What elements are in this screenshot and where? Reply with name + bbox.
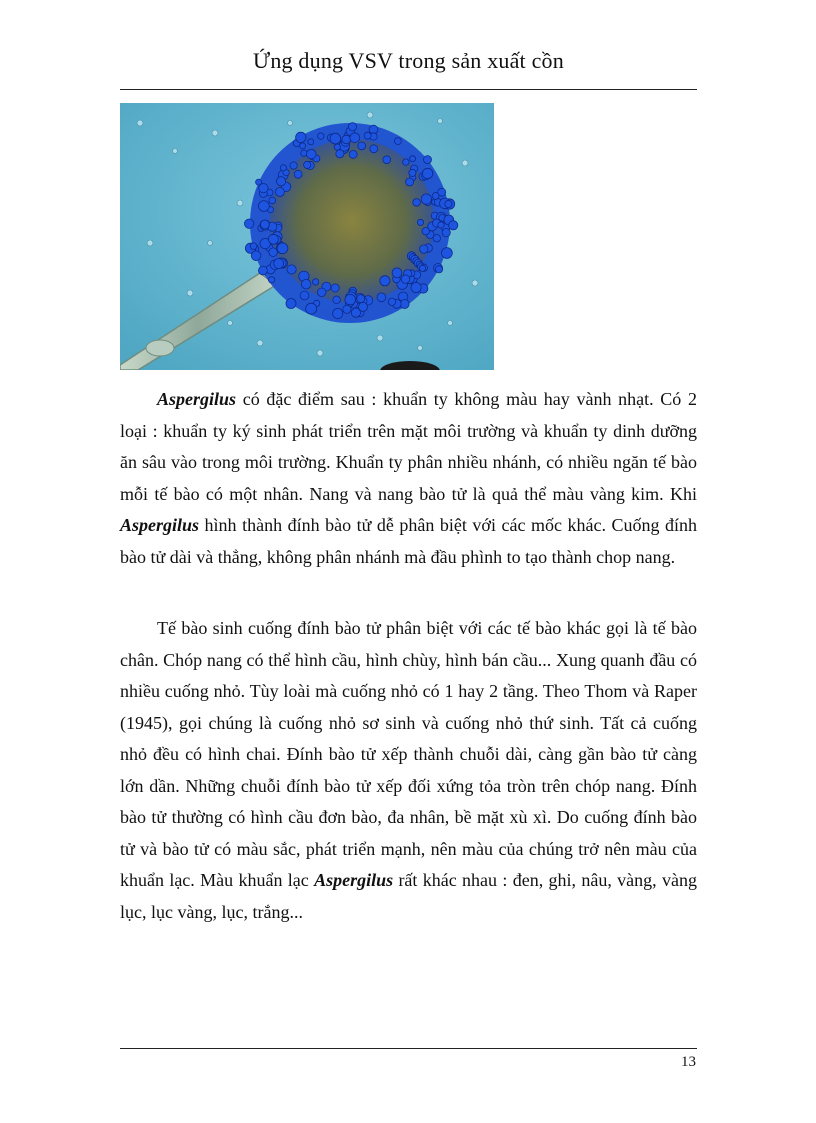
spore-dot (259, 266, 268, 275)
spore-dot (395, 138, 402, 145)
spore-dot (380, 276, 390, 286)
spore-dot (403, 159, 409, 165)
spore-dot (406, 178, 414, 186)
spore-dot (312, 279, 318, 285)
spore-dot (401, 275, 410, 284)
spore-dot (413, 199, 421, 207)
spore-dot (280, 165, 286, 171)
spore-dot (286, 299, 296, 309)
spore-dot (250, 243, 257, 250)
micrograph-drawing (120, 103, 494, 370)
spore-dot (294, 170, 302, 178)
spore-dot (433, 235, 440, 242)
spore-dot (421, 194, 431, 204)
spore-dot (300, 291, 309, 300)
page-number: 13 (681, 1054, 696, 1070)
spore-dot (442, 248, 453, 259)
spore-dot (274, 259, 284, 269)
spore-dot (411, 283, 421, 293)
spore-dot (306, 303, 317, 314)
spore-dot (350, 133, 360, 143)
spore-dot (334, 144, 340, 150)
paragraph-2-text-a: Tế bào sinh cuống đính bào tử phân biệt với các tế bào khác gọi là tế bào chân. Chóp nang có thể hình cầu, hình chùy, hình bán cầu... Xung quanh đầu có nhiều cuống nhỏ. Tùy loài mà cuống nhỏ có 1 hay 2 tầng. Theo Thom và Raper (1945), gọi chúng là cuống nhỏ sơ sinh và cuống nhỏ thứ sinh. Tất cả cuống nhỏ đều có hình chai. Đính bào tử xếp thành chuỗi dài, càng gần bào tử càng lớn dần. Những chuỗi đính bào tử xếp đối xứng tỏa tròn trên chóp nang. Đính bào tử thường có hình cầu đơn bào, đa nhân, bề mặt xù xì. Do cuống đính bào tử và bào tử có màu sắc, phát triển mạnh, nên màu của chúng trở nên màu của khuẩn lạc. Màu khuẩn lạc (120, 618, 697, 890)
spore-dot (417, 219, 423, 225)
spore-dot (318, 133, 324, 139)
paragraph-2-text-b: rất khác nhau : đen, ghi, nâu, vàng, vàng lục, lục vàng, lục, trắng... (120, 870, 697, 922)
spore-dot (317, 288, 326, 297)
spore-dot (251, 251, 261, 261)
spore-dot (268, 234, 278, 244)
italic-term: Aspergilus (157, 389, 237, 409)
spore-dot (445, 200, 452, 207)
spore-dot (333, 296, 341, 304)
spore-dot (277, 177, 286, 186)
spore-dot (259, 184, 268, 193)
spore-dot (300, 143, 306, 149)
paragraph-2 (120, 613, 697, 928)
spore-dot (330, 133, 341, 144)
italic-term: Aspergilus (120, 515, 200, 535)
spore-dot (422, 168, 432, 178)
paragraph-1-text-b: hình thành đính bào tử dễ phân biệt với các mốc khác. Cuống đính bào tử dài và thẳng, không phân nhánh mà đầu phình to tạo thành chop nang. (120, 515, 697, 567)
spore-dot (420, 245, 428, 253)
spore-dot (296, 132, 306, 142)
spore-dot (442, 229, 450, 237)
spore-dot (409, 169, 416, 176)
spore-dot (333, 308, 343, 318)
spore-dot (349, 150, 357, 158)
spore-dot (388, 298, 395, 305)
spore-dot (449, 221, 458, 230)
spore-dot (424, 156, 432, 164)
footer-rule (120, 1048, 697, 1049)
spore-dot (410, 156, 416, 162)
spore-dot (343, 305, 351, 313)
spore-dot (304, 161, 311, 168)
spore-dot (348, 123, 356, 131)
spore-dot (364, 132, 371, 139)
spore-dot (432, 193, 439, 200)
spore-dot (392, 268, 402, 278)
spore-dot (277, 243, 288, 254)
spore-dot (336, 150, 344, 158)
spore-dot (358, 142, 366, 150)
header-rule (120, 89, 697, 90)
page-header-title: Ứng dụng VSV trong sản xuất cồn (253, 48, 564, 73)
spore-dot (290, 162, 297, 169)
spore-dot (357, 295, 365, 303)
spore-dot (422, 228, 429, 235)
spore-dot (419, 265, 425, 271)
spore-dot (301, 279, 311, 289)
spore-dot (359, 302, 368, 311)
spore-dot (377, 293, 386, 302)
paragraph-1-text-a: có đặc điểm sau : khuẩn ty không màu hay vành nhạt. Có 2 loại : khuẩn ty ký sinh phát triển trên mặt môi trường và khuẩn ty dinh dưỡng ăn sâu vào trong môi trường. Khuẩn ty phân nhiều nhánh, có nhiều ngăn tế bào mỗi tế bào có một nhân. Nang và nang bào tử là quả thể màu vàng kim. Khi (120, 389, 697, 504)
spore-dot (269, 197, 276, 204)
spore-dot (370, 145, 378, 153)
spore-dot (245, 219, 254, 228)
spore-dot (435, 266, 442, 273)
spore-dot (438, 222, 444, 228)
spore-dot (331, 284, 339, 292)
spore-dot (342, 135, 351, 144)
spore-dot (259, 201, 270, 212)
spore-dot (345, 294, 356, 305)
spore-dot (269, 248, 278, 257)
italic-term: Aspergilus (314, 870, 394, 890)
paragraph-1 (120, 384, 697, 573)
spore-dot (308, 139, 314, 145)
spore-dot (307, 149, 317, 159)
spore-dot (287, 265, 296, 274)
spore-dot (261, 220, 270, 229)
spore-dot (268, 277, 274, 283)
aspergillus-micrograph-image (120, 103, 494, 370)
spore-dot (383, 156, 391, 164)
spore-dot (275, 188, 284, 197)
